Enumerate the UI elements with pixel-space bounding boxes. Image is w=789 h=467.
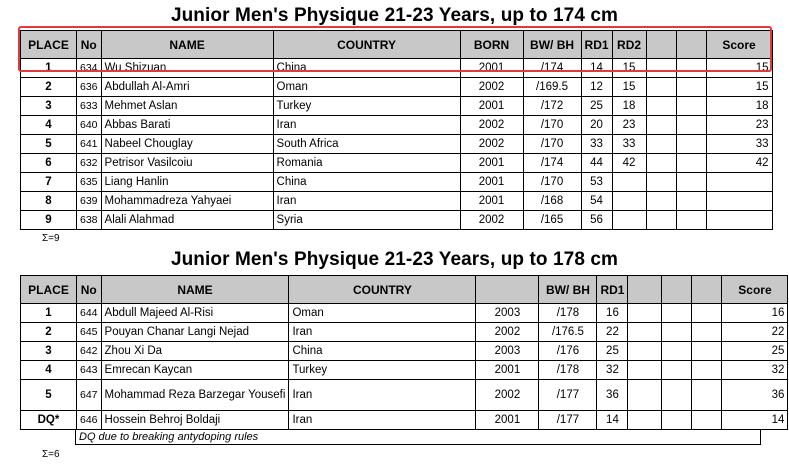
table-row [21, 78, 773, 97]
cell-no: 636 [77, 78, 102, 97]
cell-country: Syria [273, 211, 460, 230]
header-country: COUNTRY [289, 276, 476, 304]
cell-born: 2001 [476, 411, 539, 430]
cell-born: 2001 [460, 59, 523, 78]
cell-no: 632 [77, 154, 102, 173]
cell-blank-1 [646, 78, 676, 97]
cell-born: 2001 [476, 361, 539, 380]
cell-no: 643 [77, 361, 102, 380]
table-row [21, 361, 788, 380]
header-blank-2 [692, 276, 722, 304]
header-name: NAME [101, 31, 273, 59]
header-born [476, 276, 539, 304]
cell-rd1: 56 [581, 211, 612, 230]
header-no: No [77, 31, 102, 59]
table-row [21, 135, 773, 154]
cell-score: 14 [722, 411, 788, 430]
cell-place: 1 [21, 304, 77, 323]
cell-bw-bh: /165 [523, 211, 581, 230]
header-score: Score [722, 276, 788, 304]
cell-rd1: 33 [581, 135, 612, 154]
cell-name: Mehmet Aslan [101, 97, 273, 116]
cell-name: Abdull Majeed Al-Risi [101, 304, 289, 323]
cell-no: 634 [77, 59, 102, 78]
cell-born: 2002 [476, 323, 539, 342]
cell-blank-2 [676, 97, 706, 116]
cell-rd1: 54 [581, 192, 612, 211]
cell-score [706, 211, 772, 230]
cell-born: 2002 [460, 116, 523, 135]
cell-blank-2 [692, 323, 722, 342]
dq-note: DQ due to breaking antydoping rules [75, 430, 761, 445]
cell-score [706, 192, 772, 211]
cell-bw-bh: /178 [539, 361, 597, 380]
cell-score: 42 [706, 154, 772, 173]
cell-no: 641 [77, 135, 102, 154]
cell-name: Hossein Behroj Boldaji [101, 411, 289, 430]
cell-no: 642 [77, 342, 102, 361]
cell-country: South Africa [273, 135, 460, 154]
cell-bw-bh: /170 [523, 135, 581, 154]
table2-sum: Σ=6 [42, 449, 60, 460]
cell-name: Mohammadreza Yahyaei [101, 192, 273, 211]
cell-bw-bh: /168 [523, 192, 581, 211]
cell-rd1: 32 [597, 361, 628, 380]
table-row [21, 192, 773, 211]
header-score: Score [706, 31, 772, 59]
cell-name: Pouyan Chanar Langi Nejad [101, 323, 289, 342]
cell-blank-1 [662, 342, 692, 361]
table-row [21, 411, 788, 430]
cell-no: 638 [77, 211, 102, 230]
header-rd1: RD1 [581, 31, 612, 59]
cell-bw-bh: /178 [539, 304, 597, 323]
table1-title: Junior Men's Physique 21-23 Years, up to 174 cm [170, 5, 619, 26]
cell-score: 25 [722, 342, 788, 361]
cell-bw-bh: /170 [523, 173, 581, 192]
cell-born: 2001 [460, 173, 523, 192]
table-row [21, 116, 773, 135]
cell-place: 8 [21, 192, 77, 211]
cell-score: 23 [706, 116, 772, 135]
cell-blank-1 [662, 380, 692, 411]
cell-blank-2 [676, 116, 706, 135]
table-row [21, 342, 788, 361]
header-bw-bh: BW/ BH [539, 276, 597, 304]
table-row [21, 59, 773, 78]
cell-score: 16 [722, 304, 788, 323]
cell-place: 2 [21, 78, 77, 97]
cell-rd1: 20 [581, 116, 612, 135]
cell-blank-1 [646, 211, 676, 230]
cell-place: 9 [21, 211, 77, 230]
cell-country: China [273, 59, 460, 78]
table2-body [21, 304, 788, 430]
cell-place: 4 [21, 116, 77, 135]
cell-name: Emrecan Kaycan [101, 361, 289, 380]
cell-place: 1 [21, 59, 77, 78]
cell-name: Abbas Barati [101, 116, 273, 135]
cell-rd2: 23 [612, 116, 646, 135]
cell-country: Oman [289, 304, 476, 323]
cell-born: 2001 [460, 97, 523, 116]
header-blank-2 [676, 31, 706, 59]
cell-place: 5 [21, 380, 77, 411]
cell-blank-2 [692, 361, 722, 380]
cell-blank-1 [662, 361, 692, 380]
cell-place: 7 [21, 173, 77, 192]
cell-born: 2001 [460, 154, 523, 173]
header-country: COUNTRY [273, 31, 460, 59]
cell-bw-bh: /170 [523, 116, 581, 135]
cell-name: Alali Alahmad [101, 211, 273, 230]
cell-blank-2 [676, 78, 706, 97]
cell-blank-1 [646, 173, 676, 192]
cell-score: 36 [722, 380, 788, 411]
cell-bw-bh: /176 [539, 342, 597, 361]
cell-no: 644 [77, 304, 102, 323]
cell-rd1: 25 [581, 97, 612, 116]
header-row [21, 276, 788, 304]
cell-bw-bh: /174 [523, 154, 581, 173]
table-row [21, 380, 788, 411]
cell-country: China [289, 342, 476, 361]
cell-rd1: 53 [581, 173, 612, 192]
cell-no: 646 [77, 411, 102, 430]
table-row [21, 173, 773, 192]
cell-blank-2 [676, 135, 706, 154]
cell-born: 2002 [476, 380, 539, 411]
cell-name: Zhou Xi Da [101, 342, 289, 361]
cell-rd1: 14 [581, 59, 612, 78]
cell-bw-bh: /177 [539, 380, 597, 411]
table2-title: Junior Men's Physique 21-23 Years, up to 178 cm [170, 249, 619, 270]
header-rd1: RD1 [597, 276, 628, 304]
cell-born: 2002 [460, 211, 523, 230]
header-born: BORN [460, 31, 523, 59]
cell-country: Iran [289, 323, 476, 342]
cell-name: Mohammad Reza Barzegar Yousefi [101, 380, 289, 411]
cell-country: Oman [273, 78, 460, 97]
cell-rd1: 16 [597, 304, 628, 323]
header-place: PLACE [21, 276, 77, 304]
header-place: PLACE [21, 31, 77, 59]
cell-rd2 [612, 211, 646, 230]
cell-place: 3 [21, 97, 77, 116]
cell-rd2 [628, 380, 662, 411]
cell-score [706, 173, 772, 192]
cell-blank-2 [676, 173, 706, 192]
cell-place: DQ* [21, 411, 77, 430]
cell-rd1: 22 [597, 323, 628, 342]
cell-score: 32 [722, 361, 788, 380]
results-table-174 [20, 30, 773, 230]
header-blank-1 [662, 276, 692, 304]
results-table-178 [20, 275, 788, 430]
cell-rd2: 18 [612, 97, 646, 116]
cell-place: 3 [21, 342, 77, 361]
cell-rd2 [612, 192, 646, 211]
cell-rd2 [628, 411, 662, 430]
cell-country: Iran [273, 116, 460, 135]
table-row [21, 304, 788, 323]
header-rd2: RD2 [612, 31, 646, 59]
header-no: No [77, 276, 102, 304]
cell-bw-bh: /176.5 [539, 323, 597, 342]
header-bw-bh: BW/ BH [523, 31, 581, 59]
cell-rd2 [628, 342, 662, 361]
cell-country: Iran [289, 380, 476, 411]
cell-blank-1 [646, 154, 676, 173]
header-row [21, 31, 773, 59]
table-row [21, 97, 773, 116]
cell-blank-2 [692, 411, 722, 430]
cell-rd1: 36 [597, 380, 628, 411]
cell-no: 640 [77, 116, 102, 135]
cell-blank-1 [662, 323, 692, 342]
cell-rd2: 33 [612, 135, 646, 154]
cell-no: 633 [77, 97, 102, 116]
cell-rd2: 15 [612, 78, 646, 97]
cell-blank-2 [692, 380, 722, 411]
cell-country: China [273, 173, 460, 192]
header-name: NAME [101, 276, 289, 304]
table-row [21, 323, 788, 342]
cell-no: 645 [77, 323, 102, 342]
table-row [21, 154, 773, 173]
cell-rd1: 12 [581, 78, 612, 97]
cell-place: 5 [21, 135, 77, 154]
cell-score: 33 [706, 135, 772, 154]
cell-rd1: 14 [597, 411, 628, 430]
cell-country: Romania [273, 154, 460, 173]
cell-name: Petrisor Vasilcoiu [101, 154, 273, 173]
cell-born: 2002 [460, 135, 523, 154]
cell-bw-bh: /177 [539, 411, 597, 430]
cell-blank-2 [692, 342, 722, 361]
cell-blank-1 [646, 116, 676, 135]
cell-score: 15 [706, 78, 772, 97]
cell-name: Abdullah Al-Amri [101, 78, 273, 97]
cell-born: 2003 [476, 342, 539, 361]
cell-bw-bh: /172 [523, 97, 581, 116]
cell-blank-2 [676, 192, 706, 211]
cell-score: 15 [706, 59, 772, 78]
header-rd2 [628, 276, 662, 304]
cell-rd1: 25 [597, 342, 628, 361]
cell-blank-2 [676, 154, 706, 173]
cell-name: Nabeel Chouglay [101, 135, 273, 154]
cell-place: 4 [21, 361, 77, 380]
cell-score: 22 [722, 323, 788, 342]
cell-no: 639 [77, 192, 102, 211]
cell-place: 6 [21, 154, 77, 173]
cell-rd1: 44 [581, 154, 612, 173]
cell-blank-2 [676, 211, 706, 230]
table1-sum: Σ=9 [42, 233, 60, 244]
cell-score: 18 [706, 97, 772, 116]
table1-body [21, 59, 773, 230]
cell-bw-bh: /174 [523, 59, 581, 78]
cell-name: Wu Shizuan [101, 59, 273, 78]
cell-rd2 [628, 361, 662, 380]
cell-blank-1 [646, 97, 676, 116]
cell-rd2: 42 [612, 154, 646, 173]
cell-born: 2003 [476, 304, 539, 323]
cell-blank-1 [646, 135, 676, 154]
cell-born: 2002 [460, 78, 523, 97]
cell-country: Iran [289, 411, 476, 430]
cell-rd2 [628, 304, 662, 323]
cell-blank-1 [646, 59, 676, 78]
cell-no: 635 [77, 173, 102, 192]
cell-rd2 [628, 323, 662, 342]
cell-blank-2 [692, 304, 722, 323]
cell-blank-2 [676, 59, 706, 78]
cell-rd2 [612, 173, 646, 192]
cell-bw-bh: /169.5 [523, 78, 581, 97]
cell-country: Iran [273, 192, 460, 211]
header-blank-1 [646, 31, 676, 59]
cell-no: 647 [77, 380, 102, 411]
cell-blank-1 [646, 192, 676, 211]
cell-blank-1 [662, 304, 692, 323]
cell-blank-1 [662, 411, 692, 430]
cell-born: 2001 [460, 192, 523, 211]
table-row [21, 211, 773, 230]
cell-place: 2 [21, 323, 77, 342]
cell-name: Liang Hanlin [101, 173, 273, 192]
cell-rd2: 15 [612, 59, 646, 78]
cell-country: Turkey [273, 97, 460, 116]
cell-country: Turkey [289, 361, 476, 380]
